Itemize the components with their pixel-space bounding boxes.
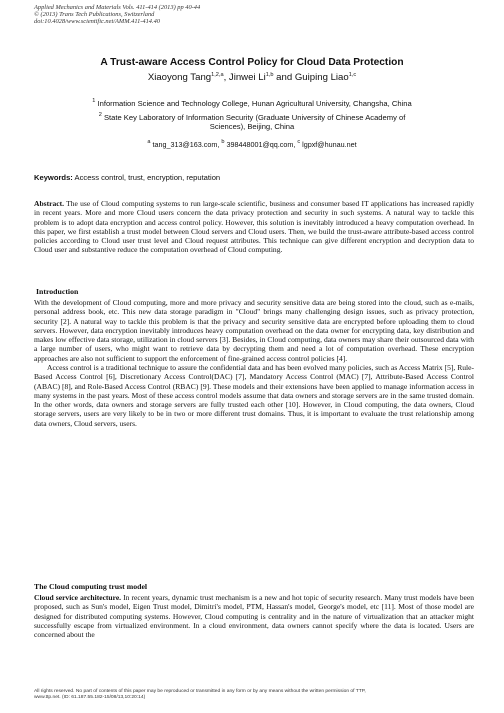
affiliation-sup: 2: [98, 112, 102, 118]
doi-line[interactable]: doi:10.4028/www.scientific.net/AMM.411-414.40: [34, 18, 160, 26]
email-link[interactable]: tang_313@163.com: [152, 140, 218, 149]
paper-title: A Trust-aware Access Control Policy for Cloud Data Protection: [100, 57, 404, 68]
section-heading-trust-model: The Cloud computing trust model: [34, 582, 148, 591]
affiliation-text: State Key Laboratory of Information Security (Graduate University of Chinese Academy of: [103, 113, 406, 122]
affiliation-sup: 1: [92, 98, 96, 104]
abstract: [34, 199, 474, 255]
email-link[interactable]: lgpxf@hunau.net: [302, 140, 357, 149]
affiliation-2: [0, 111, 504, 132]
author-name: Jinwei Li: [228, 72, 266, 83]
keywords: [34, 173, 474, 182]
trust-model-body: [34, 593, 474, 639]
author-emails: $^a$ tang_313@163.com, $^b$ 398448001@qq.com, $^c$ lgpxf@hunau.net: [147, 139, 357, 149]
introduction-body: [34, 298, 474, 428]
affiliation-text-cont: Sciences), Beijing, China: [209, 122, 295, 132]
author-name: Xiaoyong Tang: [147, 72, 212, 83]
keywords-text: Access control, trust, encryption, reputation: [74, 173, 221, 182]
email-sup: a: [147, 139, 151, 145]
abstract-label: Abstract.: [34, 199, 64, 208]
author-sup: 1,b: [265, 72, 274, 78]
author-and: and: [273, 72, 295, 83]
affiliation-1: [0, 97, 504, 108]
email-sup: b: [221, 139, 225, 145]
rights-notice: All rights reserved. No part of contents of this paper may be reproduced or transmitted in any form or by any means without the written permission of TTP,: [34, 689, 366, 694]
affiliation-text: Information Science and Technology College, Hunan Agricultural University, Changsha, China: [97, 99, 412, 108]
email-link[interactable]: 398448001@qq.com: [226, 140, 294, 149]
author-sup: 1,c: [348, 72, 357, 78]
copyright-line: © (2013) Trans Tech Publications, Switzerland: [34, 11, 155, 19]
journal-header: [34, 4, 200, 26]
paragraph: Access control is a traditional technique to assure the confidential data and has been evolved many policies, such as Access Matrix [5], Rule-Based Access Control [6], Discretionary Access Control(DAC) [7], Mandatory Access Control (MAC) [7], Attribute-Based Access Control (ABAC) [8], and Role-Based Access Control (RBAC) [9]. These models and their extensions have been applied to manage information access in many systems in the past years. Most of these access control models assume that data owners and storage servers are in the same trusted domain. In the other words, data owners and storage servers are fully trusted each other [10]. However, in Cloud computing, the data owners, Cloud storage servers, users are very likely to be in two or more different trust domains. Thus, it is important to evaluate the trust relationship among data owners, Cloud servers, users.: [34, 362, 474, 428]
page-footer: [34, 689, 474, 701]
journal-citation: Applied Mechanics and Materials Vols. 411-414 (2013) pp 40-44: [34, 4, 201, 11]
paragraph: In recent years, dynamic trust mechanism is a new and hot topic of security research. Many trust models have been proposed, such as Sun's model, Eigen Trust model, Dimitri's model, PTM, Hassan's model, George's model, etc [11]. Most of those model are designed for distributed computing systems. However, Cloud computing is centrality and in the nature of virtualization that an attacker might successfully escape from virtualized environment. In a cloud environment, data owners cannot specify where the data is located. Users are concerned about the: [34, 593, 474, 640]
keywords-label: Keywords:: [34, 173, 73, 182]
author-sup: 1,2,a: [211, 72, 224, 78]
author-name: Guiping Liao: [294, 72, 349, 83]
abstract-text: The use of Cloud computing systems to run large-scale scientific, business and consumer based IT applications has increased rapidly in recent years. More and more Cloud users concern the data privacy protection and security in such systems. A natural way to tackle this problem is to adopt data encryption and access control policy. However, this solution is inevitably introduced a heavy computation overhead. In this paper, we first establish a trust model between Cloud servers and Cloud users. Then, we build the trust-aware attribute-based access control policies according to Cloud user trust level and Cloud request attributes. This technique can give different encryption and decryption data to Cloud user and substantive reduce the computation overhead of Cloud computing.: [34, 199, 474, 255]
download-id: www.ttp.net. (ID: 61.187.55.182-15/08/13,10:20:14): [34, 695, 146, 701]
subsection-label: Cloud service architecture.: [34, 593, 122, 602]
email-sup: c: [297, 139, 301, 145]
paragraph: With the development of Cloud computing, more and more privacy and security sensitive data are being stored into the cloud, such as e-mails, personal address book, etc. This new data storage paradigm in "Cloud" brings many challenging design issues, such as privacy protection, security [2]. A natural way to tackle this problem is that the privacy and security sensitive data are encrypted before uploading them to cloud servers. However, data encryption inevitably introduces heavy computation overhead on the data owner for encrypting data, key distribution and makes low effective data storage, utilization in cloud servers [3]. Besides, in Cloud computing, data owners may share their outsourced data with a large number of users, who might want to retrieve data by decrypting them and need a lot of computation overhead. These encryption approaches are also not sufficient to support the enforcement of fine-grained access control policies [4].: [34, 298, 474, 363]
section-heading-introduction: Introduction: [36, 287, 79, 296]
author-list: [0, 72, 504, 83]
author-separator: ,: [223, 72, 229, 83]
